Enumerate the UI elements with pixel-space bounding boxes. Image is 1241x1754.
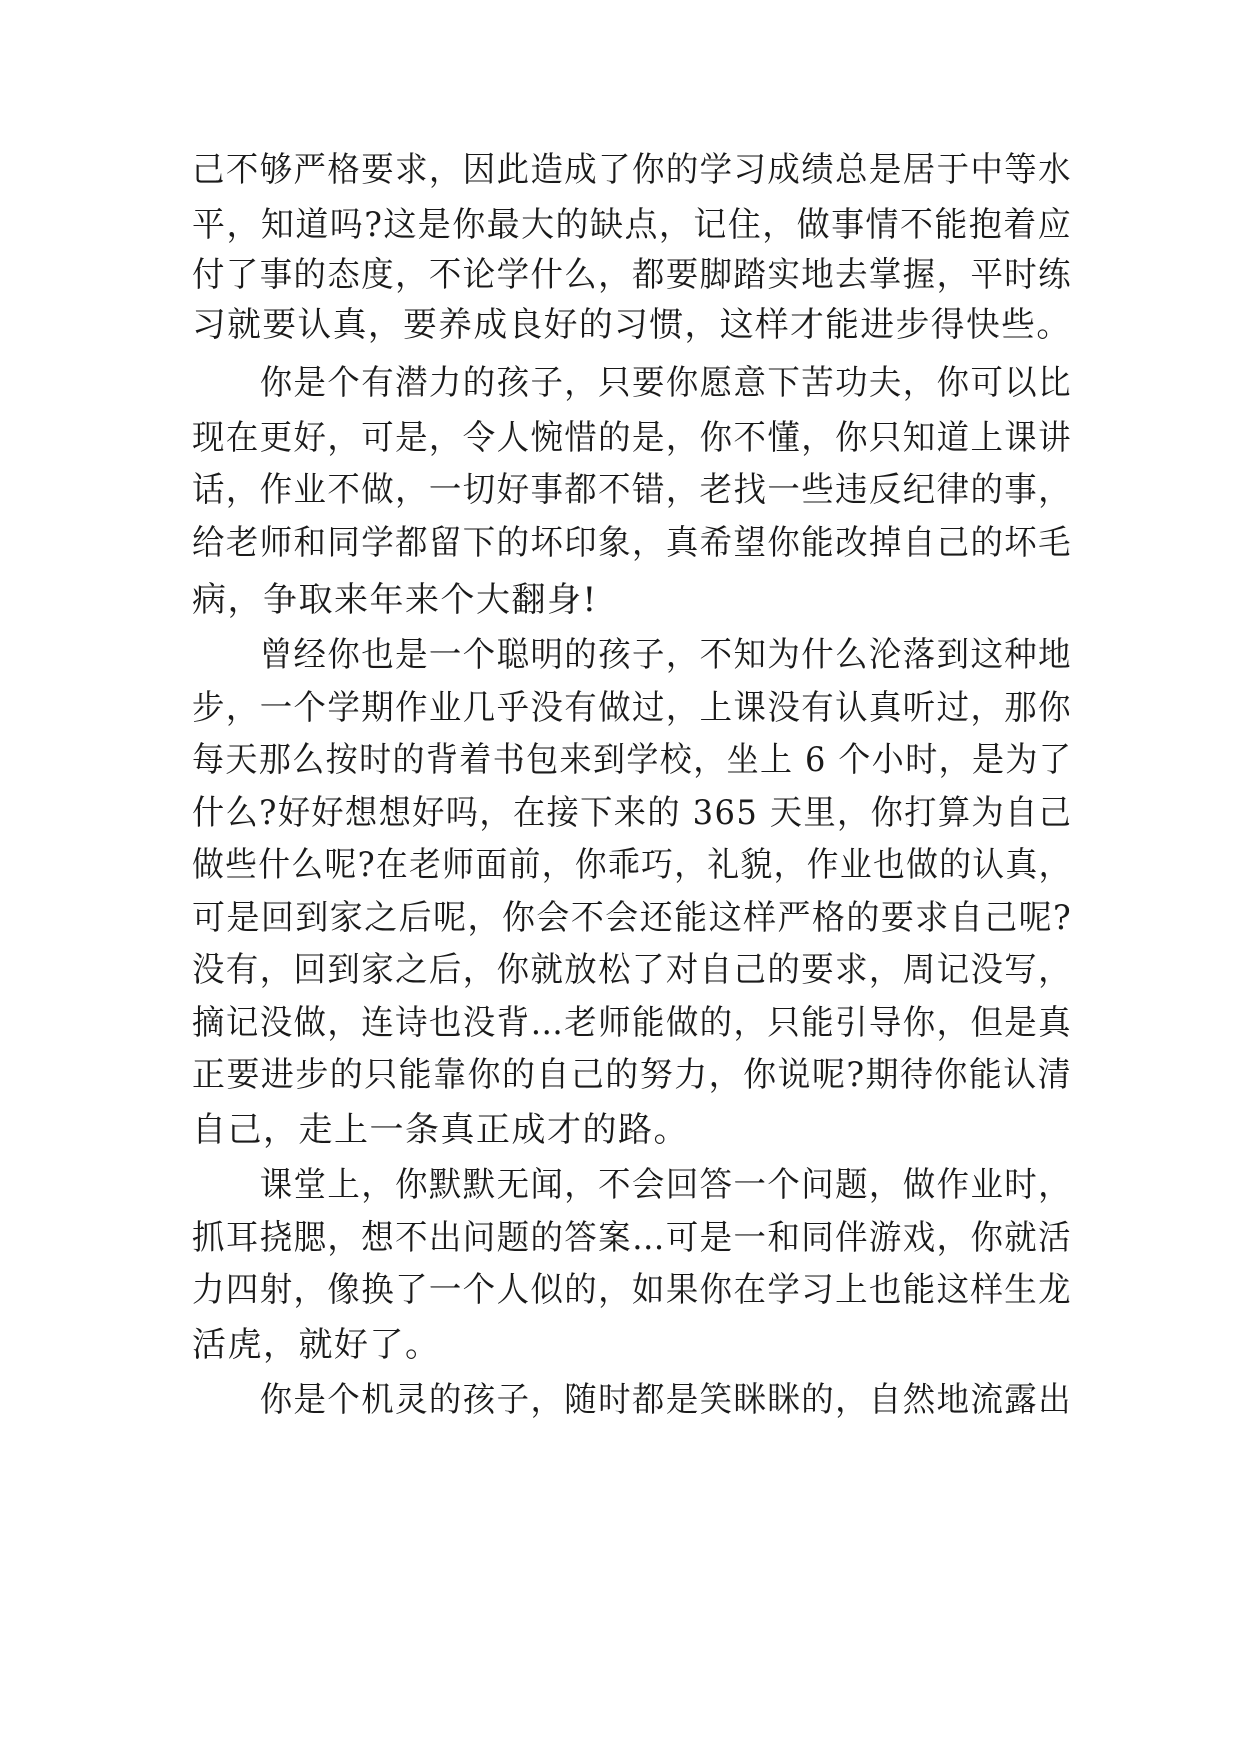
- text-line: 力四射，像换了一个人似的，如果你在学习上也能这样生龙: [192, 1270, 1072, 1310]
- text-line: 做些什么呢?在老师面前，你乖巧，礼貌，作业也做的认真，: [192, 845, 1072, 885]
- text-line: 习就要认真，要养成良好的习惯，这样才能进步得快些。: [192, 305, 1072, 345]
- text-line: 你是个机灵的孩子，随时都是笑眯眯的，自然地流露出: [192, 1380, 1072, 1420]
- text-line: 活虎，就好了。: [192, 1325, 441, 1365]
- text-line: 病，争取来年来个大翻身!: [192, 580, 598, 620]
- text-line: 抓耳挠腮，想不出问题的答案…可是一和同伴游戏，你就活: [192, 1218, 1072, 1258]
- text-line: 话，作业不做，一切好事都不错，老找一些违反纪律的事，: [192, 470, 1072, 510]
- text-line: 没有，回到家之后，你就放松了对自己的要求，周记没写，: [192, 950, 1072, 990]
- text-line: 现在更好，可是，令人惋惜的是，你不懂，你只知道上课讲: [192, 418, 1072, 458]
- text-line: 摘记没做，连诗也没背…老师能做的，只能引导你，但是真: [192, 1003, 1072, 1043]
- text-line: 步，一个学期作业几乎没有做过，上课没有认真听过，那你: [192, 688, 1072, 728]
- text-line: 什么?好好想想好吗，在接下来的 365 天里，你打算为自己: [192, 793, 1073, 833]
- text-line: 曾经你也是一个聪明的孩子，不知为什么沦落到这种地: [192, 635, 1072, 675]
- text-line: 给老师和同学都留下的坏印象，真希望你能改掉自己的坏毛: [192, 523, 1072, 563]
- text-line: 平，知道吗?这是你最大的缺点，记住，做事情不能抱着应: [192, 205, 1073, 245]
- text-line: 你是个有潜力的孩子，只要你愿意下苦功夫，你可以比: [192, 363, 1072, 403]
- text-line: 付了事的态度，不论学什么，都要脚踏实地去掌握，平时练: [192, 255, 1072, 295]
- text-line: 自己，走上一条真正成才的路。: [192, 1110, 689, 1150]
- text-line: 己不够严格要求，因此造成了你的学习成绩总是居于中等水: [192, 150, 1072, 190]
- text-line: 可是回到家之后呢，你会不会还能这样严格的要求自己呢?: [192, 898, 1073, 938]
- text-line: 正要进步的只能靠你的自己的努力，你说呢?期待你能认清: [192, 1055, 1073, 1095]
- text-line: 课堂上，你默默无闻，不会回答一个问题，做作业时，: [192, 1165, 1072, 1205]
- text-line: 每天那么按时的背着书包来到学校，坐上 6 个小时，是为了: [192, 740, 1073, 780]
